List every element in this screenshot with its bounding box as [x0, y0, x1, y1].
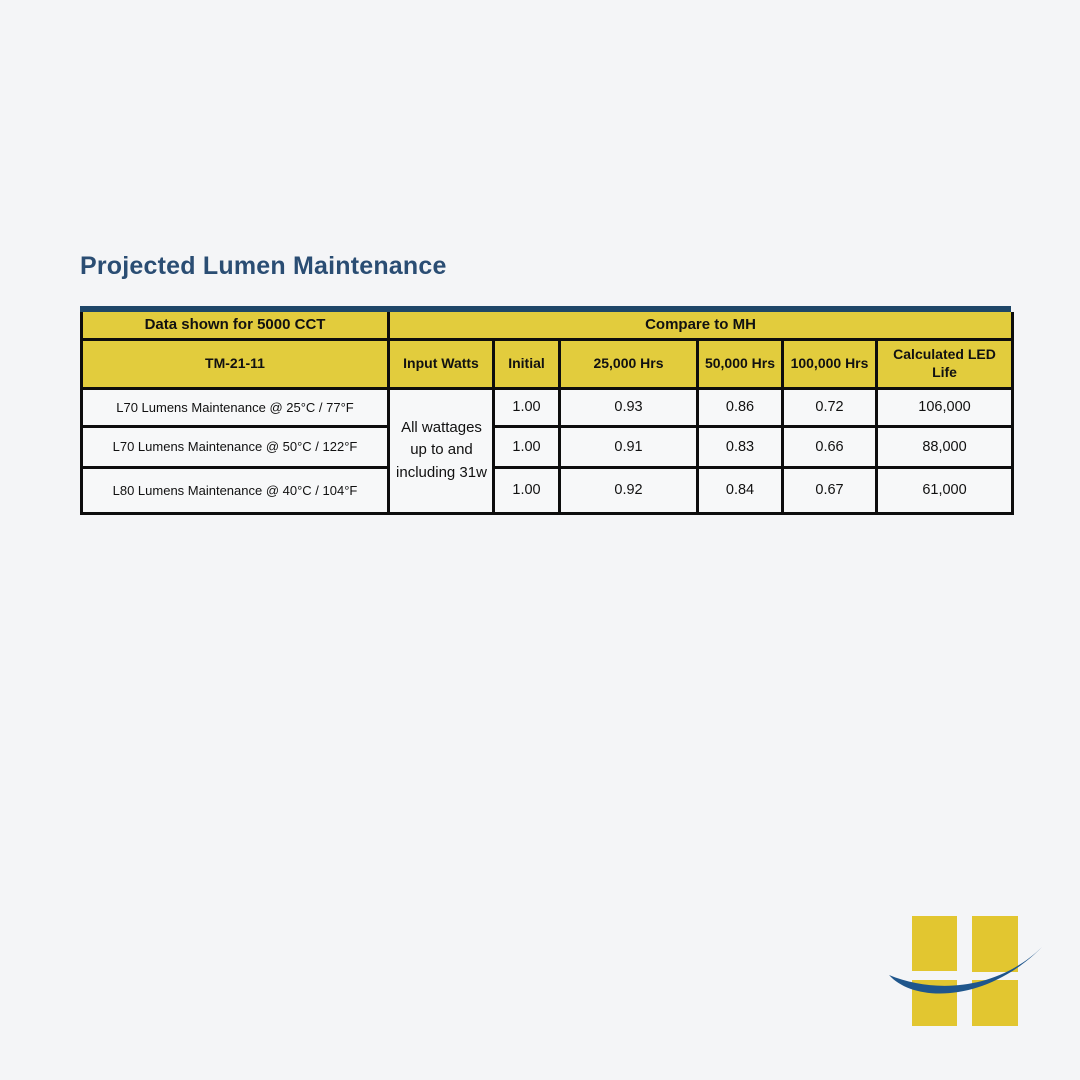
- cell-50000-hrs: 0.83: [698, 426, 783, 467]
- cell-initial: 1.00: [494, 467, 560, 513]
- cell-initial: 1.00: [494, 426, 560, 467]
- page-title: Projected Lumen Maintenance: [80, 252, 447, 280]
- table-column-header-row: [82, 339, 1013, 388]
- four-pane-swoosh-logo-icon: [880, 903, 1045, 1043]
- logo-squares-icon: [912, 916, 1018, 1026]
- row-label-l80-40c: L80 Lumens Maintenance @ 40°C / 104°F: [82, 467, 389, 513]
- cell-100000-hrs: 0.67: [783, 467, 877, 513]
- table-row: [82, 467, 1013, 513]
- column-header-input-watts: Input Watts: [389, 339, 494, 388]
- cell-25000-hrs: 0.91: [560, 426, 698, 467]
- table-row: [82, 388, 1013, 426]
- company-logo: [880, 903, 1045, 1043]
- group-header-compare-to-mh: Compare to MH: [389, 312, 1013, 339]
- column-header-100000-hrs: 100,000 Hrs: [783, 339, 877, 388]
- column-header-50000-hrs: 50,000 Hrs: [698, 339, 783, 388]
- row-label-l70-50c: L70 Lumens Maintenance @ 50°C / 122°F: [82, 426, 389, 467]
- cell-100000-hrs: 0.72: [783, 388, 877, 426]
- cell-initial: 1.00: [494, 388, 560, 426]
- table-group-header-row: [82, 312, 1013, 339]
- cell-calculated-led-life: 61,000: [877, 467, 1013, 513]
- row-label-l70-25c: L70 Lumens Maintenance @ 25°C / 77°F: [82, 388, 389, 426]
- cell-25000-hrs: 0.93: [560, 388, 698, 426]
- logo-swoosh-icon: [889, 947, 1042, 994]
- cell-calculated-led-life: 88,000: [877, 426, 1013, 467]
- cell-100000-hrs: 0.66: [783, 426, 877, 467]
- column-header-25000-hrs: 25,000 Hrs: [560, 339, 698, 388]
- lumen-maintenance-table-grid: [80, 312, 1014, 515]
- lumen-maintenance-table: [80, 306, 1011, 515]
- cell-25000-hrs: 0.92: [560, 467, 698, 513]
- cell-50000-hrs: 0.86: [698, 388, 783, 426]
- cell-50000-hrs: 0.84: [698, 467, 783, 513]
- input-watts-note-cell: All wattages up to and including 31w: [389, 388, 494, 513]
- column-header-calculated-led-life: Calculated LED Life: [877, 339, 1013, 388]
- group-header-data-shown: Data shown for 5000 CCT: [82, 312, 389, 339]
- column-header-initial: Initial: [494, 339, 560, 388]
- column-header-tm-21-11: TM-21-11: [82, 339, 389, 388]
- cell-calculated-led-life: 106,000: [877, 388, 1013, 426]
- table-row: [82, 426, 1013, 467]
